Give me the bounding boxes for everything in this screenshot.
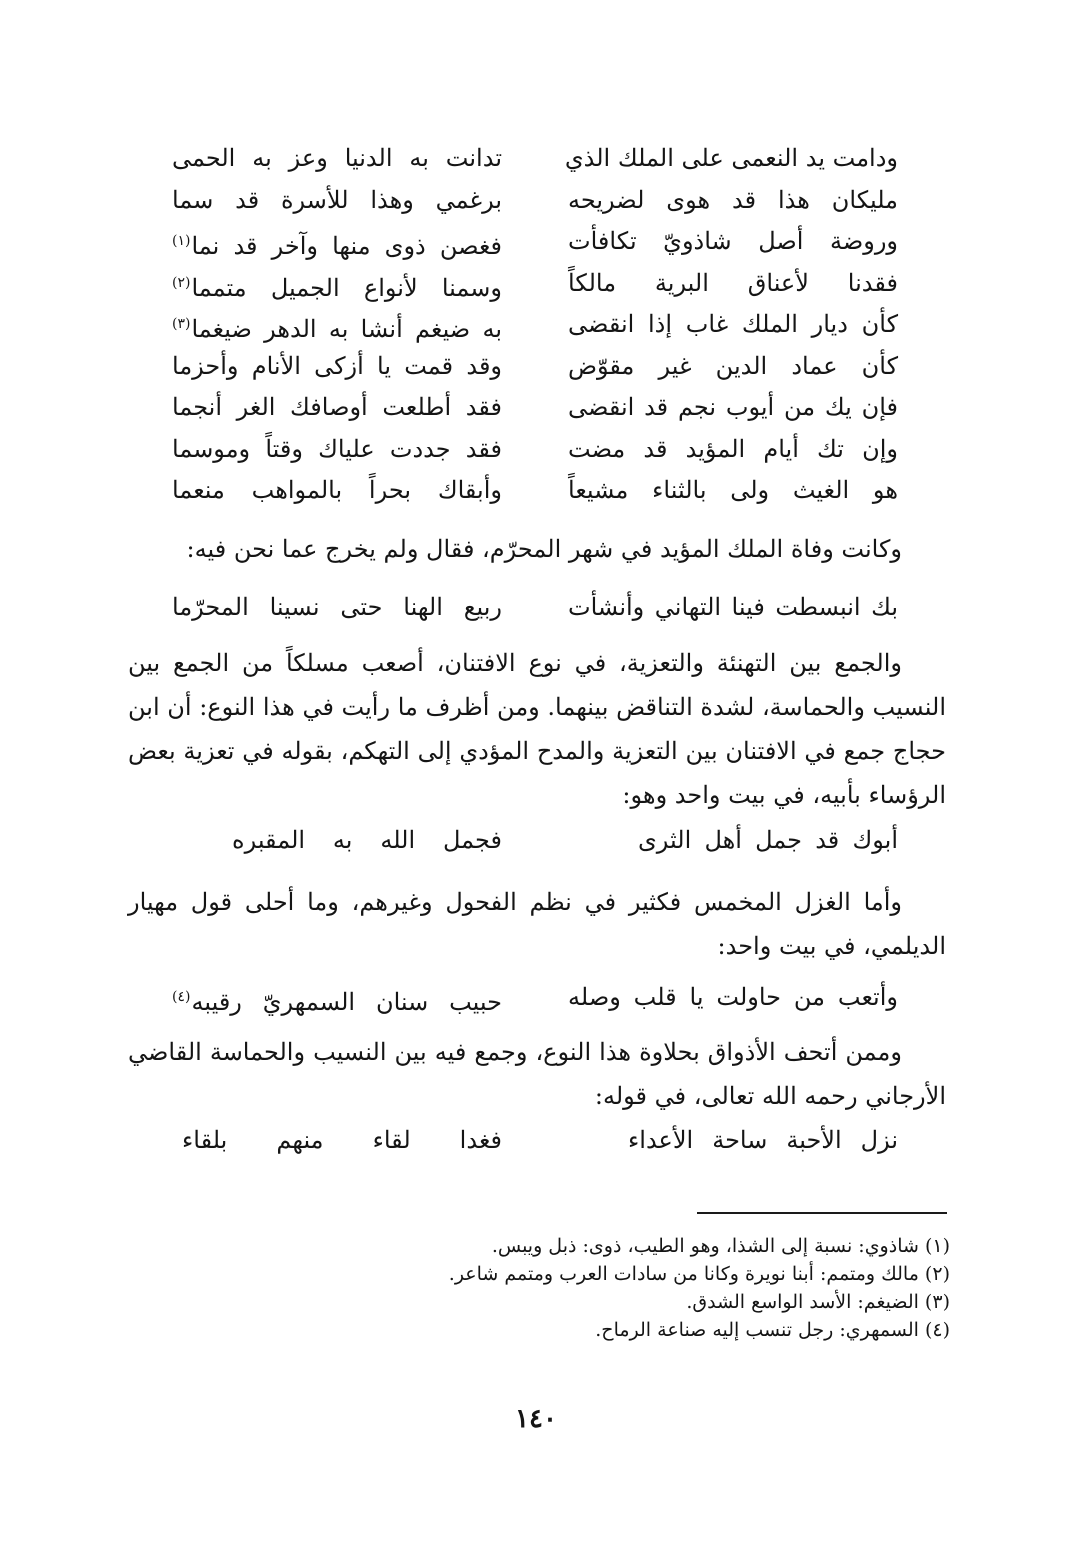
single-verse [150,585,920,629]
footnote-marker: (٣) [172,316,191,332]
verse-line [150,138,920,180]
verse-second-hemistich: فغصن ذوى منها وآخر قد نما$^{(١)}$ [172,232,502,260]
verse-first-hemistich: فقدنا لأعناق البرية مالكاً [568,268,898,297]
verse-first-hemistich: أبوك قد جمل أهل الثرى [638,826,898,854]
verse-first-hemistich: وأتعب من حاولت يا قلب وصله [568,983,898,1011]
verse-second-hemistich: فجمل الله به المقبره [232,826,502,854]
verse-first-hemistich: هو الغيث ولى بالثناء مشيعاً [568,476,898,504]
verse-second-hemistich: حبيب سنان السمهريّ رقيبه$^{(٤)}$ [172,988,502,1016]
single-verse [150,1118,920,1162]
footnote: (٣) الضيغم: الأسد الواسع الشدق. [686,1291,950,1313]
verse-second-hemistich: وسمنا لأنواع الجميل متمما$^{(٢)}$ [172,273,502,302]
footnotes [380,1232,950,1344]
footnote: (٢) مالك ومتمم: أبنا نويرة وكانا من سادات العرب ومتمم شاعر. [448,1263,950,1285]
single-verse [150,818,920,862]
footnote-marker: (١) [172,233,191,249]
single-verse [150,975,920,1019]
verse-second-hemistich: به ضيغم أنشا به الدهر ضيغما$^{(٣)}$ [172,315,502,343]
footnote: (٤) السمهري: رجل تنسب إليه صناعة الرماح. [595,1319,950,1341]
verse-second-hemistich: فقد جددت علياك وقتاً وموسما [172,434,502,463]
verse-first-hemistich: كأن عماد الدين غير مقوّض [568,351,898,380]
verse-first-hemistich: كأن ديار الملك غاب إذا انقضى [568,310,898,338]
verse-first-hemistich: ودامت يد النعمى على الملك الذي [564,144,898,172]
verse-first-hemistich: وإن تك أيام المؤيد قد مضت [568,434,898,463]
footnote-separator [697,1212,947,1214]
verse-second-hemistich: ربيع الهنا حتى نسينا المحرّما [172,593,502,621]
paragraph [128,527,946,571]
verse-line [150,429,920,471]
verse-line [150,263,920,305]
footnote-marker: (٤) [172,989,191,1005]
paragraph-text: وكانت وفاة الملك المؤيد في شهر المحرّم، فقال ولم يخرج عما نحن فيه: [186,535,902,563]
verse-second-hemistich: وقد قمت يا أزكى الأنام وأحزما [172,351,502,380]
verse-first-hemistich: بك انبسطت فينا التهاني وأنشأت [568,593,898,621]
verse-first-hemistich: نزل الأحبة ساحة الأعداء [628,1126,898,1154]
footnote-marker: (٢) [172,274,191,291]
verse-first-hemistich: فإن يك من أيوب نجم قد انقضى [568,393,898,421]
paragraph-text: والجمع بين التهنئة والتعزية، في نوع الافتنان، أصعب مسلكاً من الجمع بين النسيب والحماسة، لشدة التناقض بينهما. ومن أظرف ما رأيت في هذا النوع: أن ابن حجاج جمع في الافتنان بين التعزية والمدح المؤدي إلى التهكم، بقوله في تعزية بعض الرؤساء بأبيه، في بيت واحد وهو: [128,649,946,809]
verse-line [150,221,920,263]
paragraph [128,880,946,968]
paragraph-text: وممن أتحف الأذواق بحلاوة هذا النوع، وجمع فيه بين النسيب والحماسة القاضي الأرجاني رحمه الله تعالى، في قوله: [128,1038,946,1110]
verse-second-hemistich: تدانت به الدنيا وعز به الحمى [172,144,502,172]
verse-line [150,387,920,429]
paragraph [128,1030,946,1118]
verse-second-hemistich: فغدا لقاء منهم بلقاء [182,1126,502,1154]
verse-line [150,180,920,222]
footnote: (١) شاذوي: نسبة إلى الشذا، وهو الطيب، ذوى: ذبل ويبس. [491,1235,950,1257]
verse-first-hemistich: وروضة أصل شاذويّ تكافأت [568,227,898,255]
paragraph-text: وأما الغزل المخمس فكثير في نظم الفحول وغيرهم، وما أحلى قول مهيار الديلمي، في بيت واحد: [128,888,946,960]
verse-first-hemistich: مليكان هذا قد هوى لضريحه [568,185,898,214]
verse-second-hemistich: فقد أطلعت أوصافك الغر أنجما [172,393,502,421]
page-number: ١٤٠ [515,1404,557,1434]
paragraph [128,641,946,817]
verse-line [150,346,920,388]
poem-verses [150,138,920,512]
verse-second-hemistich: وأبقاك بحراً بالمواهب منعما [172,476,502,504]
verse-line [150,304,920,346]
verse-second-hemistich: برغمي وهذا للأسرة قد سما [172,185,502,214]
verse-line [150,470,920,512]
